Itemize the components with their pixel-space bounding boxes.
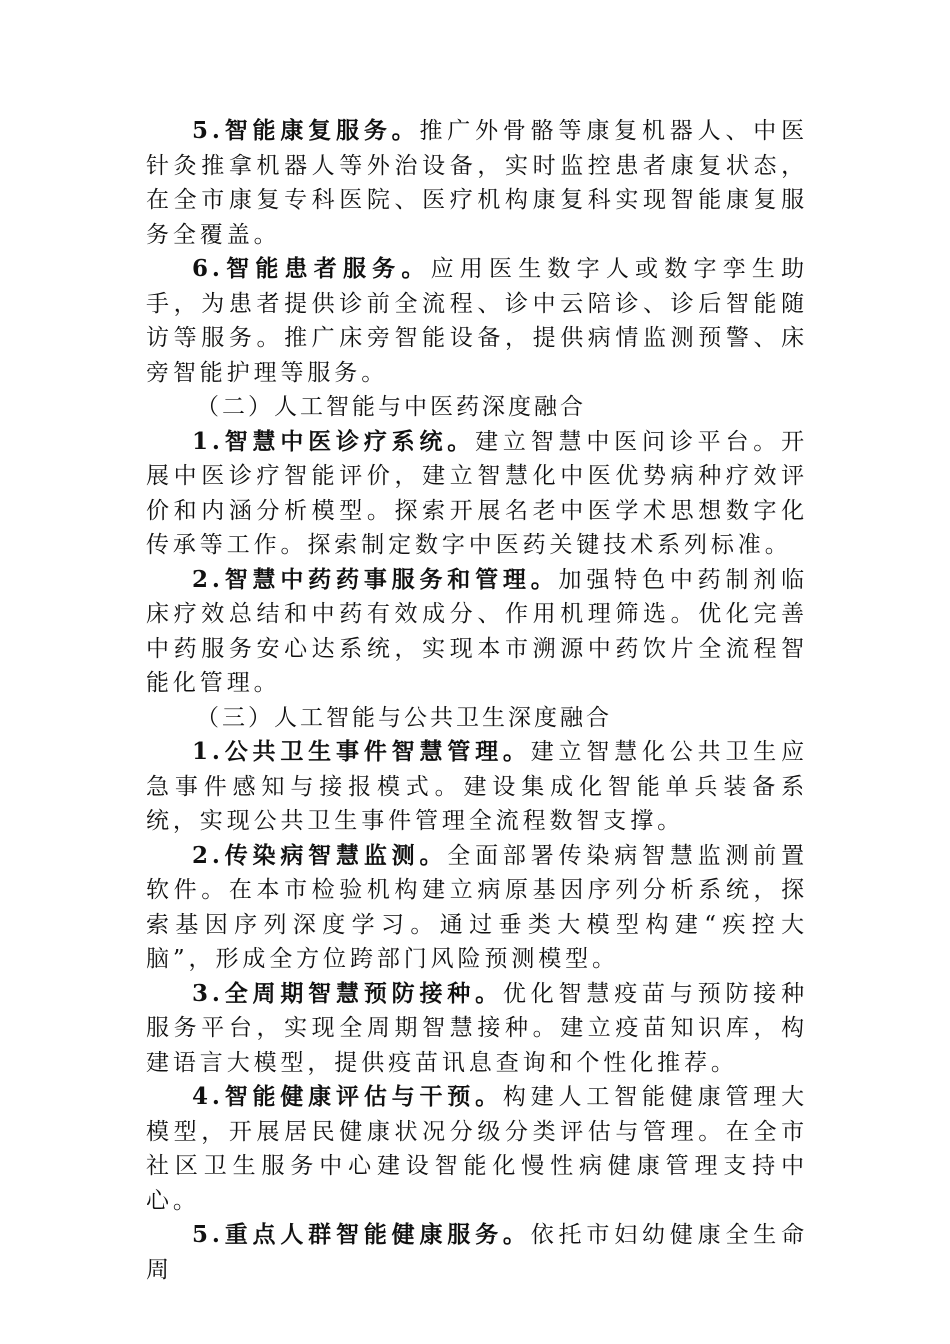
paragraph-smart-patient [146, 252, 808, 390]
paragraph-lead: 3.全周期智慧预防接种。 [192, 979, 503, 1007]
paragraph-public-health-events [146, 735, 808, 839]
paragraph-tcm-pharmacy [146, 563, 808, 701]
paragraph-text: 构建人工智能健康管理大模型，开展居民健康状况分级分类评估与管理。在全市社区卫生服务中心建设智能化慢性病健康管理支持中心。 [146, 1084, 809, 1214]
paragraph-text: 建立智慧中医问诊平台。开展中医诊疗智能评价，建立智慧化中医优势病种疗效评价和内涵分析模型。探索开展名老中医学术思想数字化传承等工作。探索制定数字中医药关键技术系列标准。 [146, 428, 808, 558]
paragraph-text: 应用医生数字人或数字孪生助手，为患者提供诊前全流程、诊中云陪诊、诊后智能随访等服务。推广床旁智能设备，提供病情监测预警、床旁智能护理等服务。 [146, 256, 808, 386]
paragraph-lead: 1.智慧中医诊疗系统。 [192, 427, 476, 455]
paragraph-lead: 2.智慧中药药事服务和管理。 [192, 565, 559, 593]
paragraph-key-groups [146, 1218, 808, 1287]
paragraph-vaccination [146, 977, 808, 1081]
paragraph-lead: 5.智能康复服务。 [192, 117, 420, 144]
paragraph-text: 加强特色中药制剂临床疗效总结和中药有效成分、作用机理筛选。优化完善中药服务安心达系统，实现本市溯源中药饮片全流程智能化管理。 [146, 566, 808, 696]
paragraph-health-assessment [146, 1080, 808, 1218]
paragraph-tcm-diagnosis [146, 425, 808, 563]
paragraph-text: 依托市妇幼健康全生命周 [146, 1222, 808, 1283]
paragraph-lead: 2.传染病智慧监测。 [192, 841, 448, 869]
section-heading-public-health: （三）人工智能与公共卫生深度融合 [196, 704, 612, 731]
paragraph-lead: 4.智能健康评估与干预。 [192, 1083, 503, 1110]
paragraph-text: 全面部署传染病智慧监测前置软件。在本市检验机构建立病原基因序列分析系统，探索基因序列深度学习。通过垂类大模型构建“疾控大脑”，形成全方位跨部门风险预测模型。 [146, 842, 808, 972]
paragraph-smart-rehab [146, 114, 808, 252]
paragraph-text: 推广外骨骼等康复机器人、中医针灸推拿机器人等外治设备，实时监控患者康复状态，在全市康复专科医院、医疗机构康复科实现智能康复服务全覆盖。 [146, 118, 808, 248]
paragraph-text: 建立智慧化公共卫生应急事件感知与接报模式。建设集成化智能单兵装备系统，实现公共卫生事件管理全流程数智支撑。 [146, 739, 808, 834]
paragraph-infectious-disease [146, 839, 808, 977]
paragraph-text: 优化智慧疫苗与预防接种服务平台，实现全周期智慧接种。建立疫苗知识库，构建语言大模型，提供疫苗讯息查询和个性化推荐。 [146, 980, 809, 1076]
section-heading-tcm: （二）人工智能与中医药深度融合 [196, 394, 586, 420]
paragraph-lead: 1.公共卫生事件智慧管理。 [192, 738, 531, 765]
document-page [146, 114, 808, 1287]
paragraph-lead: 6.智能患者服务。 [192, 255, 431, 282]
paragraph-lead: 5.重点人群智能健康服务。 [192, 1221, 531, 1248]
